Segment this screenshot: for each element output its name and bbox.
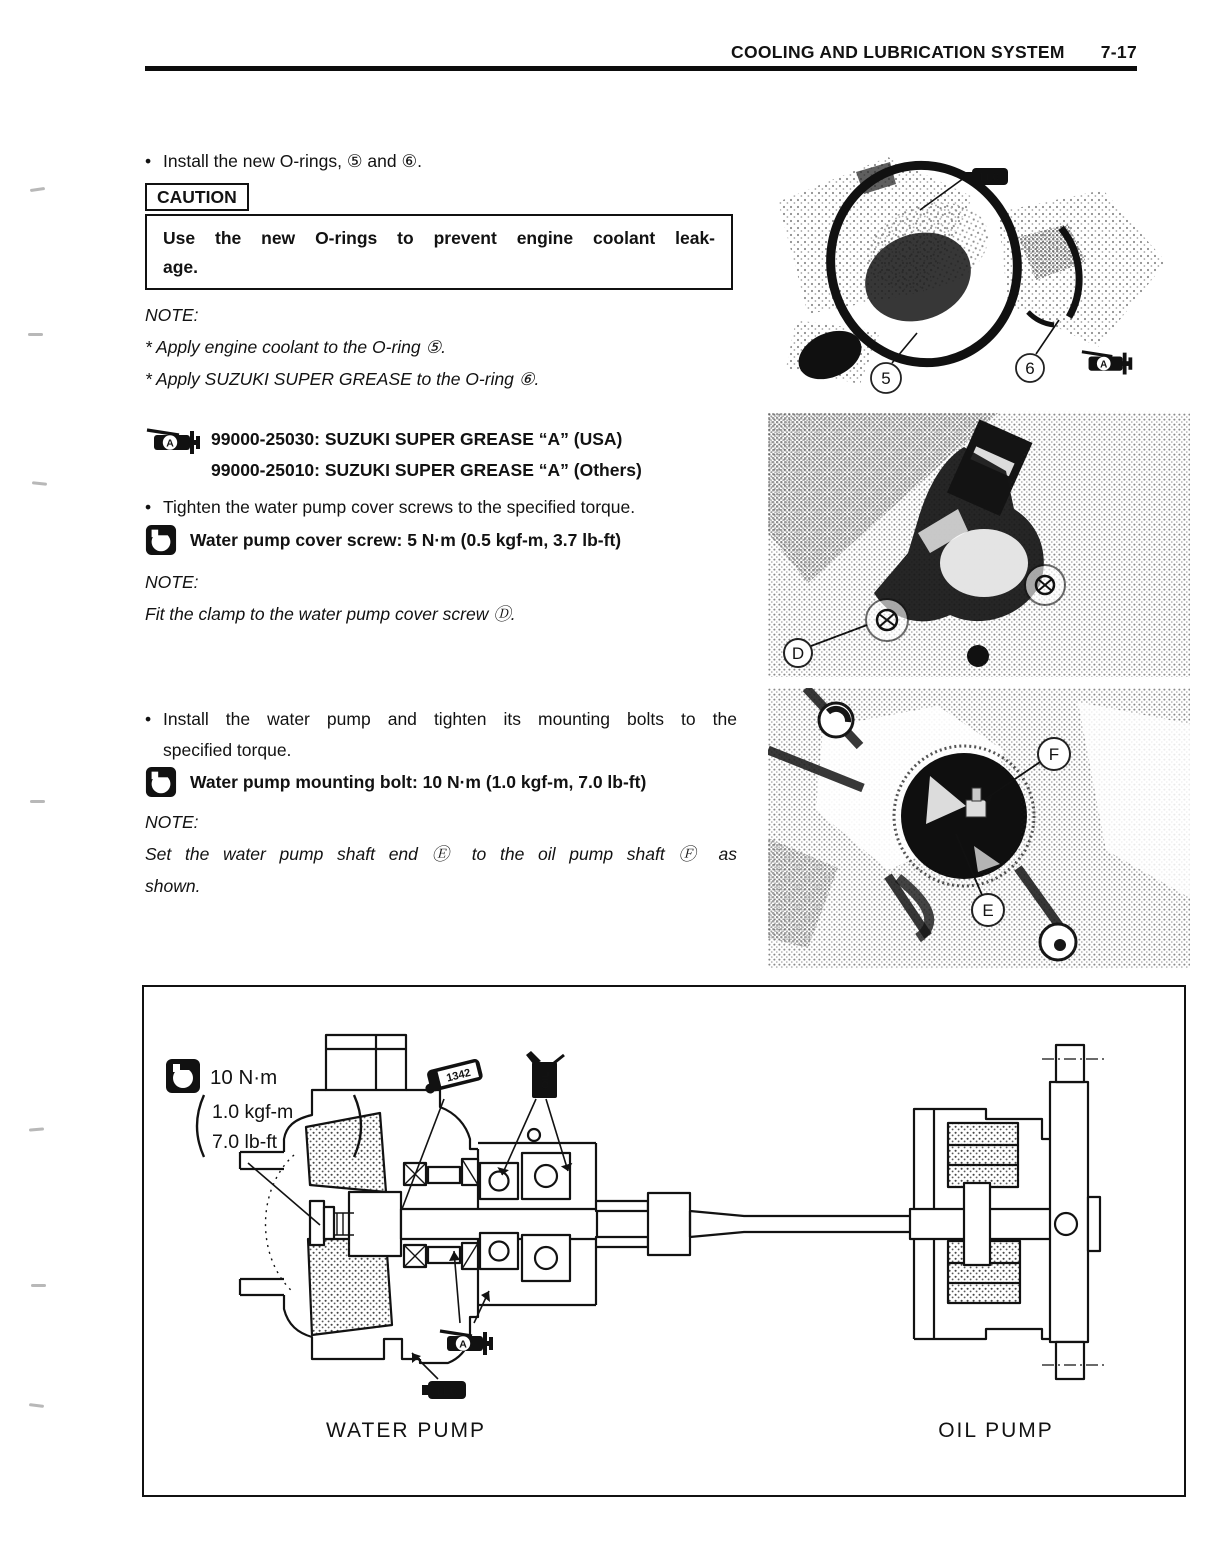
page-number: 7-17 xyxy=(1100,42,1137,62)
note-text: Fit the clamp to the water pump cover screw Ⓓ. xyxy=(145,604,516,624)
grease-a-letter: A xyxy=(166,437,174,450)
grease-spec-usa: 99000-25030: SUZUKI SUPER GREASE “A” (USA) xyxy=(211,429,623,449)
llc-label: LLC xyxy=(436,1385,458,1398)
torque-wrench-icon xyxy=(145,524,177,556)
scan-mark xyxy=(30,800,45,803)
oil-label: OIL xyxy=(539,1071,552,1089)
note-label: NOTE: xyxy=(145,305,199,325)
note-line: shown. xyxy=(145,876,201,896)
grease-gun-a-icon xyxy=(145,424,201,456)
oil-pump-bore xyxy=(901,753,1027,879)
cross-section-svg xyxy=(144,987,1183,1494)
grease-a-letter: A xyxy=(459,1338,467,1351)
oil-pump-caption: OIL PUMP xyxy=(938,1419,1054,1442)
step-text-line: Install the water pump and tighten its mounting bolts to the xyxy=(163,709,737,729)
scan-mark xyxy=(29,1127,44,1131)
water-pump-caption: WATER PUMP xyxy=(326,1419,486,1442)
step-text: Install the new O-rings, ⑤ and ⑥. xyxy=(163,151,422,171)
step-install-pump xyxy=(145,704,737,766)
callout-d: D xyxy=(791,644,805,663)
bullet-icon: • xyxy=(145,497,152,517)
fig-cover-screw-illustration xyxy=(768,413,1190,677)
scan-mark xyxy=(32,481,47,486)
page-header xyxy=(145,42,1137,63)
scan-mark xyxy=(29,1403,44,1408)
callout-5: 5 xyxy=(881,369,891,388)
step-tighten-cover-screws xyxy=(145,492,737,522)
lock-label: 1342 xyxy=(445,1066,472,1085)
bullet-icon: • xyxy=(145,709,152,729)
llc-icon xyxy=(966,168,1008,185)
torque-lbft: 7.0 lb-ft xyxy=(212,1131,278,1153)
torque-value: Water pump mounting bolt: 10 N·m (1.0 kgf-m, 7.0 lb-ft) xyxy=(190,772,647,792)
note-shaft-alignment xyxy=(145,806,737,902)
note-clamp xyxy=(145,566,737,630)
fig-cover-screw-svg xyxy=(768,413,1190,677)
caution-line: age. xyxy=(163,257,199,277)
grease-spec-others: 99000-25010: SUZUKI SUPER GREASE “A” (Others) xyxy=(211,460,642,480)
torque-spec-mounting-bolt xyxy=(145,766,737,798)
note-label: NOTE: xyxy=(145,572,199,592)
bullet-icon: • xyxy=(145,151,152,171)
thread-lock-1342-icon xyxy=(402,1058,484,1209)
note-item: * Apply engine coolant to the O-ring ⑤. xyxy=(145,337,447,357)
water-oil-pump-cross-section xyxy=(142,985,1186,1497)
note-item: * Apply SUZUKI SUPER GREASE to the O-ring ⑥. xyxy=(145,369,540,389)
scan-mark xyxy=(30,187,45,192)
step-text: Tighten the water pump cover screws to the specified torque. xyxy=(163,497,636,517)
callout-f: F xyxy=(1048,745,1060,764)
fig-shaft-alignment-illustration xyxy=(768,688,1190,968)
torque-wrench-icon xyxy=(166,1059,200,1093)
fig-orings-illustration xyxy=(768,142,1190,400)
page-title: COOLING AND LUBRICATION SYSTEM xyxy=(731,42,1065,62)
grease-a-letter: A xyxy=(1100,359,1108,371)
step-text-line: specified torque. xyxy=(163,740,292,760)
torque-value: Water pump cover screw: 5 N·m (0.5 kgf-m, 3.7 lb-ft) xyxy=(190,530,622,550)
note-line: Set the water pump shaft end Ⓔ to the oil pump shaft Ⓕ as xyxy=(145,844,737,864)
scan-mark xyxy=(28,333,43,336)
llc-label: LLC xyxy=(980,172,1000,184)
torque-nm: 10 N·m xyxy=(210,1066,278,1089)
step-install-orings xyxy=(145,146,737,176)
header-rule xyxy=(145,66,1137,71)
scan-mark xyxy=(31,1284,46,1287)
callout-6: 6 xyxy=(1025,359,1035,378)
fig-shaft-alignment-svg xyxy=(768,688,1190,968)
caution-label: CAUTION xyxy=(145,183,249,211)
caution-box xyxy=(145,214,733,290)
torque-kgf: 1.0 kgf-m xyxy=(212,1101,294,1123)
note-orings xyxy=(145,299,737,395)
caution-line: Use the new O-rings to prevent engine coolant leak- xyxy=(163,228,715,248)
step-text xyxy=(163,704,737,766)
fig-orings-svg xyxy=(768,142,1190,400)
note-label: NOTE: xyxy=(145,812,199,832)
callout-e: E xyxy=(982,901,994,920)
grease-gun-a-icon xyxy=(1082,352,1132,375)
torque-wrench-icon xyxy=(145,766,177,798)
torque-spec-cover-screw xyxy=(145,524,737,556)
grease-spec-lines xyxy=(211,424,642,486)
grease-spec xyxy=(145,424,737,486)
